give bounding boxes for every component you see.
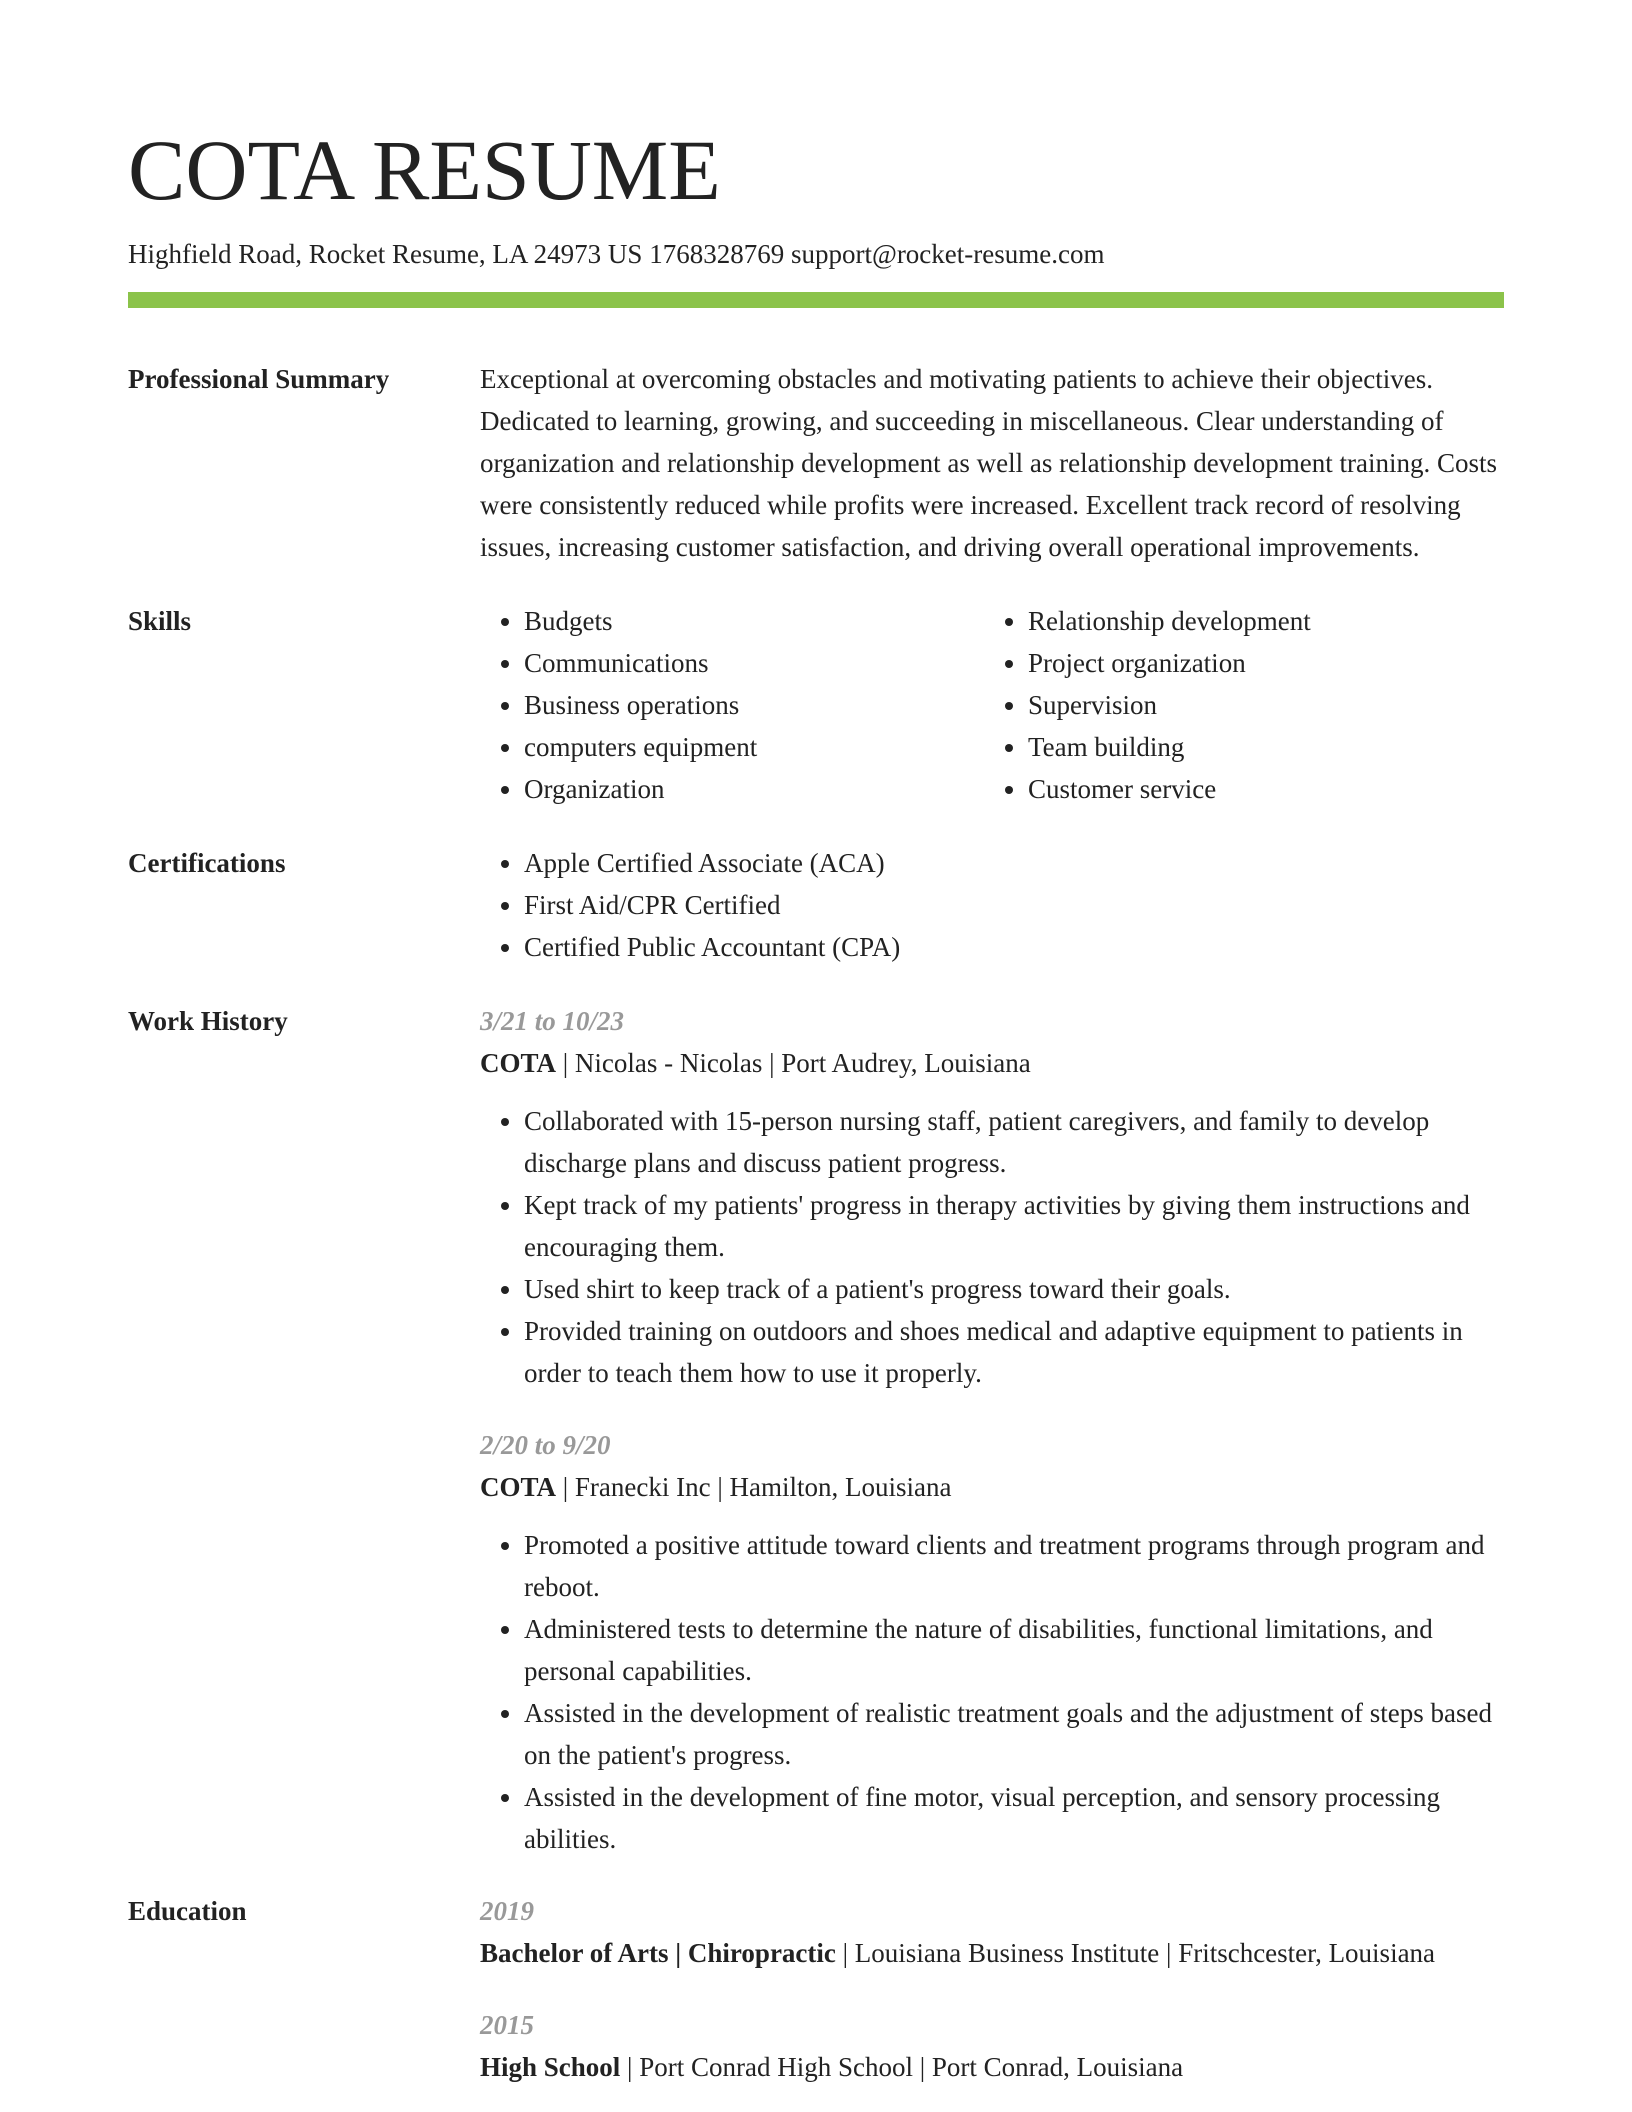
education-year: 2019 [480, 1896, 534, 1926]
education-entry [480, 1890, 1504, 1974]
job-details: | Nicolas - Nicolas | Port Audrey, Louisiana [556, 1048, 1031, 1078]
resume-title: COTA RESUME [128, 122, 721, 218]
certifications-list [480, 842, 1504, 968]
job-entry [480, 1424, 1504, 1860]
skills-body [480, 600, 1504, 810]
skill-item: • Business operations [524, 684, 984, 726]
education-degree: Bachelor of Arts | Chiropractic [480, 1938, 836, 1968]
section-label-work-history: Work History [128, 1006, 288, 1036]
skill-item: • Customer service [1028, 768, 1488, 810]
certifications-body [480, 842, 1504, 968]
certification-item: • First Aid/CPR Certified [524, 884, 1504, 926]
job-bullets [480, 1100, 1504, 1394]
skill-item: • computers equipment [524, 726, 984, 768]
skills-column-left [480, 600, 984, 810]
work-history-body [480, 1000, 1504, 1860]
skills-section [128, 600, 1504, 810]
job-bullet: • Kept track of my patients' progress in therapy activities by giving them instructions and encouraging them. [524, 1184, 1504, 1268]
skill-item: • Relationship development [1028, 600, 1488, 642]
job-bullets [480, 1524, 1504, 1860]
job-bullet: • Provided training on outdoors and shoes medical and adaptive equipment to patients in order to teach them how to use it properly. [524, 1310, 1504, 1394]
job-bullet: • Collaborated with 15-person nursing staff, patient caregivers, and family to develop discharge plans and discuss patient progress. [524, 1100, 1504, 1184]
resume-page [128, 0, 1504, 2088]
job-entry [480, 1000, 1504, 1394]
skill-item: • Communications [524, 642, 984, 684]
skills-list-left [480, 600, 984, 810]
education-entry [480, 2004, 1504, 2088]
job-title: COTA [480, 1472, 557, 1502]
skills-list-right [984, 600, 1488, 810]
education-body [480, 1890, 1504, 2088]
header-divider [128, 292, 1504, 308]
education-section [128, 1890, 1504, 2088]
education-degree: High School [480, 2052, 621, 2082]
section-label-skills: Skills [128, 606, 192, 636]
certification-item: • Certified Public Accountant (CPA) [524, 926, 1504, 968]
certifications-section [128, 842, 1504, 968]
education-heading [480, 1932, 1504, 1974]
job-bullet: • Used shirt to keep track of a patient's progress toward their goals. [524, 1268, 1504, 1310]
certification-item: • Apple Certified Associate (ACA) [524, 842, 1504, 884]
job-dates: 2/20 to 9/20 [480, 1430, 611, 1460]
job-bullet: • Administered tests to determine the nature of disabilities, functional limitations, and personal capabilities. [524, 1608, 1504, 1692]
job-bullet: • Assisted in the development of realistic treatment goals and the adjustment of steps based on the patient's progress. [524, 1692, 1504, 1776]
skill-item: • Organization [524, 768, 984, 810]
section-label-summary: Professional Summary [128, 364, 390, 394]
skill-item: • Supervision [1028, 684, 1488, 726]
education-heading [480, 2046, 1504, 2088]
contact-line: Highfield Road, Rocket Resume, LA 24973 US 1768328769 support@rocket-resume.com [128, 239, 1105, 269]
job-title: COTA [480, 1048, 557, 1078]
education-details: | Port Conrad High School | Port Conrad, Louisiana [620, 2052, 1184, 2082]
summary-text: Exceptional at overcoming obstacles and motivating patients to achieve their objectives. Dedicated to learning, growing, and succeeding in miscellaneous. Clear understanding of organization and relationship development as well as relationship development training. Costs were consistently reduced while profits were increased. Excellent track record of resolving issues, increasing customer satisfaction, and driving overall operational improvements. [480, 364, 1498, 562]
skill-item: • Team building [1028, 726, 1488, 768]
section-label-education: Education [128, 1896, 247, 1926]
job-details: | Franecki Inc | Hamilton, Louisiana [556, 1472, 952, 1502]
summary-section [128, 358, 1504, 568]
skill-item: • Project organization [1028, 642, 1488, 684]
skill-item: • Budgets [524, 600, 984, 642]
work-history-section [128, 1000, 1504, 1860]
job-heading [480, 1042, 1504, 1084]
skills-columns [480, 600, 1504, 810]
job-bullet: • Promoted a positive attitude toward clients and treatment programs through program and reboot. [524, 1524, 1504, 1608]
job-dates: 3/21 to 10/23 [480, 1006, 625, 1036]
job-bullet: • Assisted in the development of fine motor, visual perception, and sensory processing abilities. [524, 1776, 1504, 1860]
education-year: 2015 [480, 2010, 534, 2040]
job-heading [480, 1466, 1504, 1508]
education-details: | Louisiana Business Institute | Fritschcester, Louisiana [835, 1938, 1436, 1968]
section-label-certifications: Certifications [128, 848, 286, 878]
skills-column-right [984, 600, 1488, 810]
